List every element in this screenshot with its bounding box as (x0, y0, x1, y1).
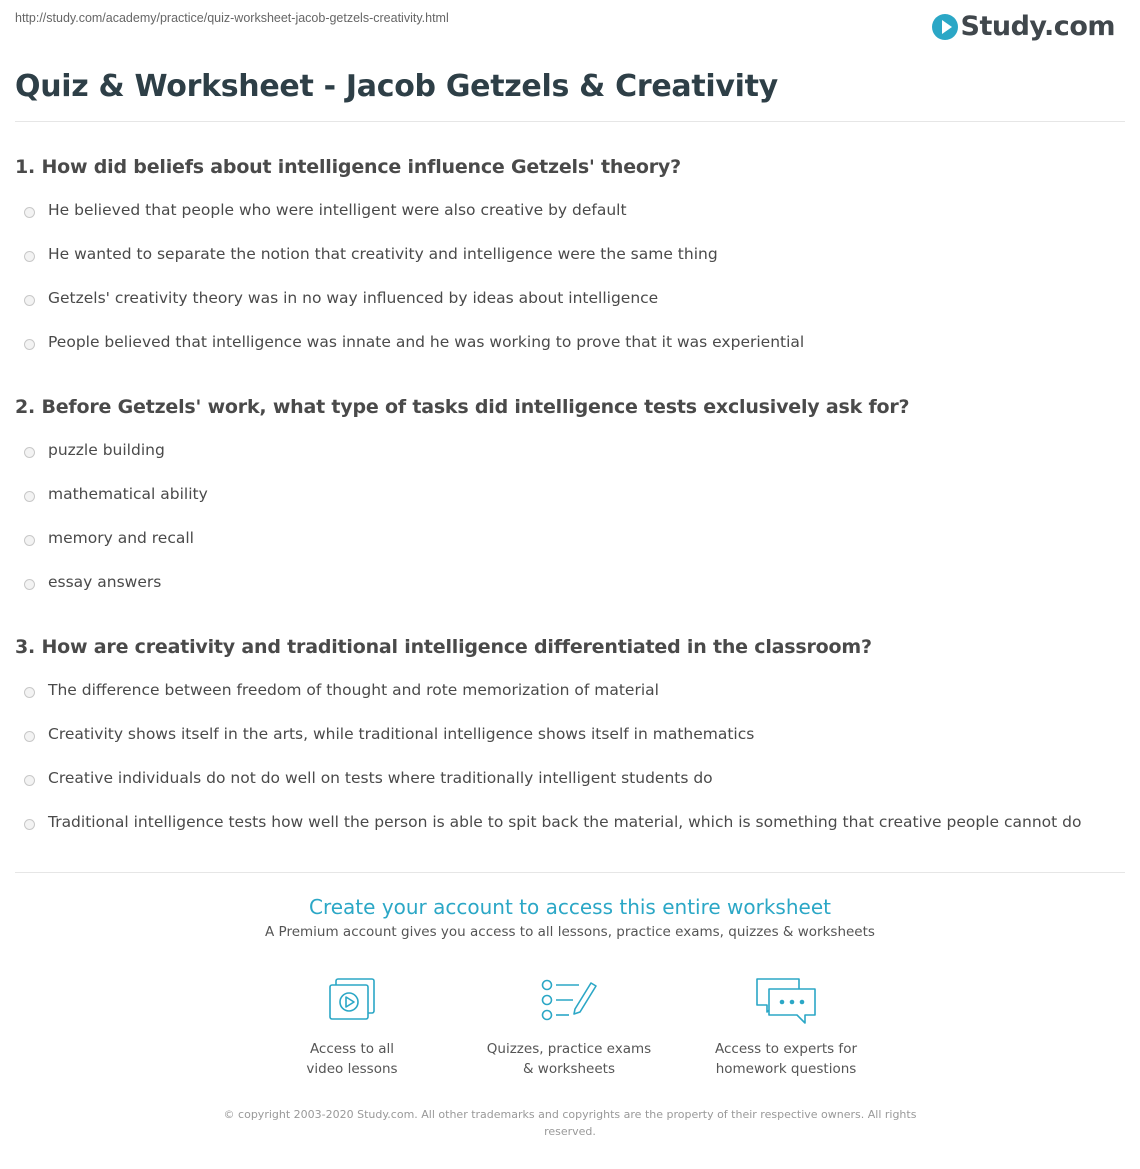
play-logo-icon (932, 14, 958, 40)
choice-label: mathematical ability (48, 485, 208, 503)
answer-choice[interactable] (15, 484, 1125, 528)
answer-choice[interactable] (15, 200, 1125, 244)
logo-text: Study.com (960, 11, 1115, 42)
quiz-checklist-icon (539, 977, 599, 1023)
question-text: 2. Before Getzels' work, what type of tasks did intelligence tests exclusively ask for? (15, 396, 910, 418)
copyright-footer: © copyright 2003-2020 Study.com. All other trademarks and copyrights are the property of their respective owners. All rights reserved. (223, 1108, 917, 1138)
choice-label: puzzle building (48, 441, 165, 459)
question-text: 3. How are creativity and traditional intelligence differentiated in the classroom? (15, 636, 872, 658)
answer-choice[interactable] (15, 812, 1125, 856)
page-url: http://study.com/academy/practice/quiz-worksheet-jacob-getzels-creativity.html (15, 11, 449, 25)
radio-button[interactable] (24, 731, 35, 742)
feature-experts (686, 977, 886, 1079)
cta-title-link[interactable]: Create your account to access this entire worksheet (309, 895, 831, 919)
radio-button[interactable] (24, 535, 35, 546)
choice-label: Getzels' creativity theory was in no way influenced by ideas about intelligence (48, 289, 659, 307)
answer-choice[interactable] (15, 572, 1125, 616)
feature-quizzes (469, 977, 669, 1079)
top-bar (15, 11, 1125, 51)
radio-button[interactable] (24, 251, 35, 262)
feature-label-line1: Access to experts for (714, 1041, 857, 1057)
radio-button[interactable] (24, 295, 35, 306)
feature-label (469, 1039, 669, 1079)
choice-label: Traditional intelligence tests how well the person is able to spit back the material, which is something that creative people cannot do (48, 813, 1082, 831)
answer-choice[interactable] (15, 768, 1125, 812)
radio-button[interactable] (24, 339, 35, 350)
choice-label: People believed that intelligence was innate and he was working to prove that it was experiential (48, 333, 805, 351)
radio-button[interactable] (24, 579, 35, 590)
answer-choice[interactable] (15, 680, 1125, 724)
question-1 (15, 156, 1125, 376)
page-title: Quiz & Worksheet - Jacob Getzels & Creativity (15, 69, 778, 104)
radio-button[interactable] (24, 207, 35, 218)
radio-button[interactable] (24, 687, 35, 698)
choice-label: He wanted to separate the notion that creativity and intelligence were the same thing (48, 245, 718, 263)
answer-choice[interactable] (15, 332, 1125, 376)
choice-label: Creativity shows itself in the arts, while traditional intelligence shows itself in mathematics (48, 725, 755, 743)
answer-choice[interactable] (15, 724, 1125, 768)
radio-button[interactable] (24, 491, 35, 502)
feature-video-lessons (252, 977, 452, 1079)
radio-button[interactable] (24, 819, 35, 830)
feature-label (252, 1039, 452, 1079)
title-divider (15, 121, 1125, 122)
cta-divider (15, 872, 1125, 873)
feature-label-line1: Quizzes, practice exams (486, 1041, 652, 1057)
answer-choice[interactable] (15, 440, 1125, 484)
choice-label: essay answers (48, 573, 162, 591)
question-2 (15, 396, 1125, 616)
answer-choice[interactable] (15, 528, 1125, 572)
answer-choice[interactable] (15, 244, 1125, 288)
feature-label-line2: & worksheets (522, 1061, 615, 1077)
radio-button[interactable] (24, 447, 35, 458)
answer-choice[interactable] (15, 288, 1125, 332)
cta-subtitle: A Premium account gives you access to all lessons, practice exams, quizzes & worksheets (265, 924, 875, 940)
feature-label-line2: homework questions (715, 1061, 857, 1077)
feature-label-line2: video lessons (306, 1061, 398, 1077)
feature-label (686, 1039, 886, 1079)
chat-bubbles-icon (753, 977, 819, 1027)
radio-button[interactable] (24, 775, 35, 786)
feature-label-line1: Access to all (309, 1041, 395, 1057)
choice-label: The difference between freedom of thought and rote memorization of material (48, 681, 659, 699)
question-3 (15, 636, 1125, 856)
question-text: 1. How did beliefs about intelligence influence Getzels' theory? (15, 156, 681, 178)
signup-cta (0, 895, 1140, 940)
choice-label: memory and recall (48, 529, 194, 547)
video-lessons-icon (326, 977, 378, 1023)
choice-label: Creative individuals do not do well on tests where traditionally intelligent students do (48, 769, 713, 787)
choice-label: He believed that people who were intelligent were also creative by default (48, 201, 627, 219)
study-logo[interactable] (932, 11, 1115, 42)
